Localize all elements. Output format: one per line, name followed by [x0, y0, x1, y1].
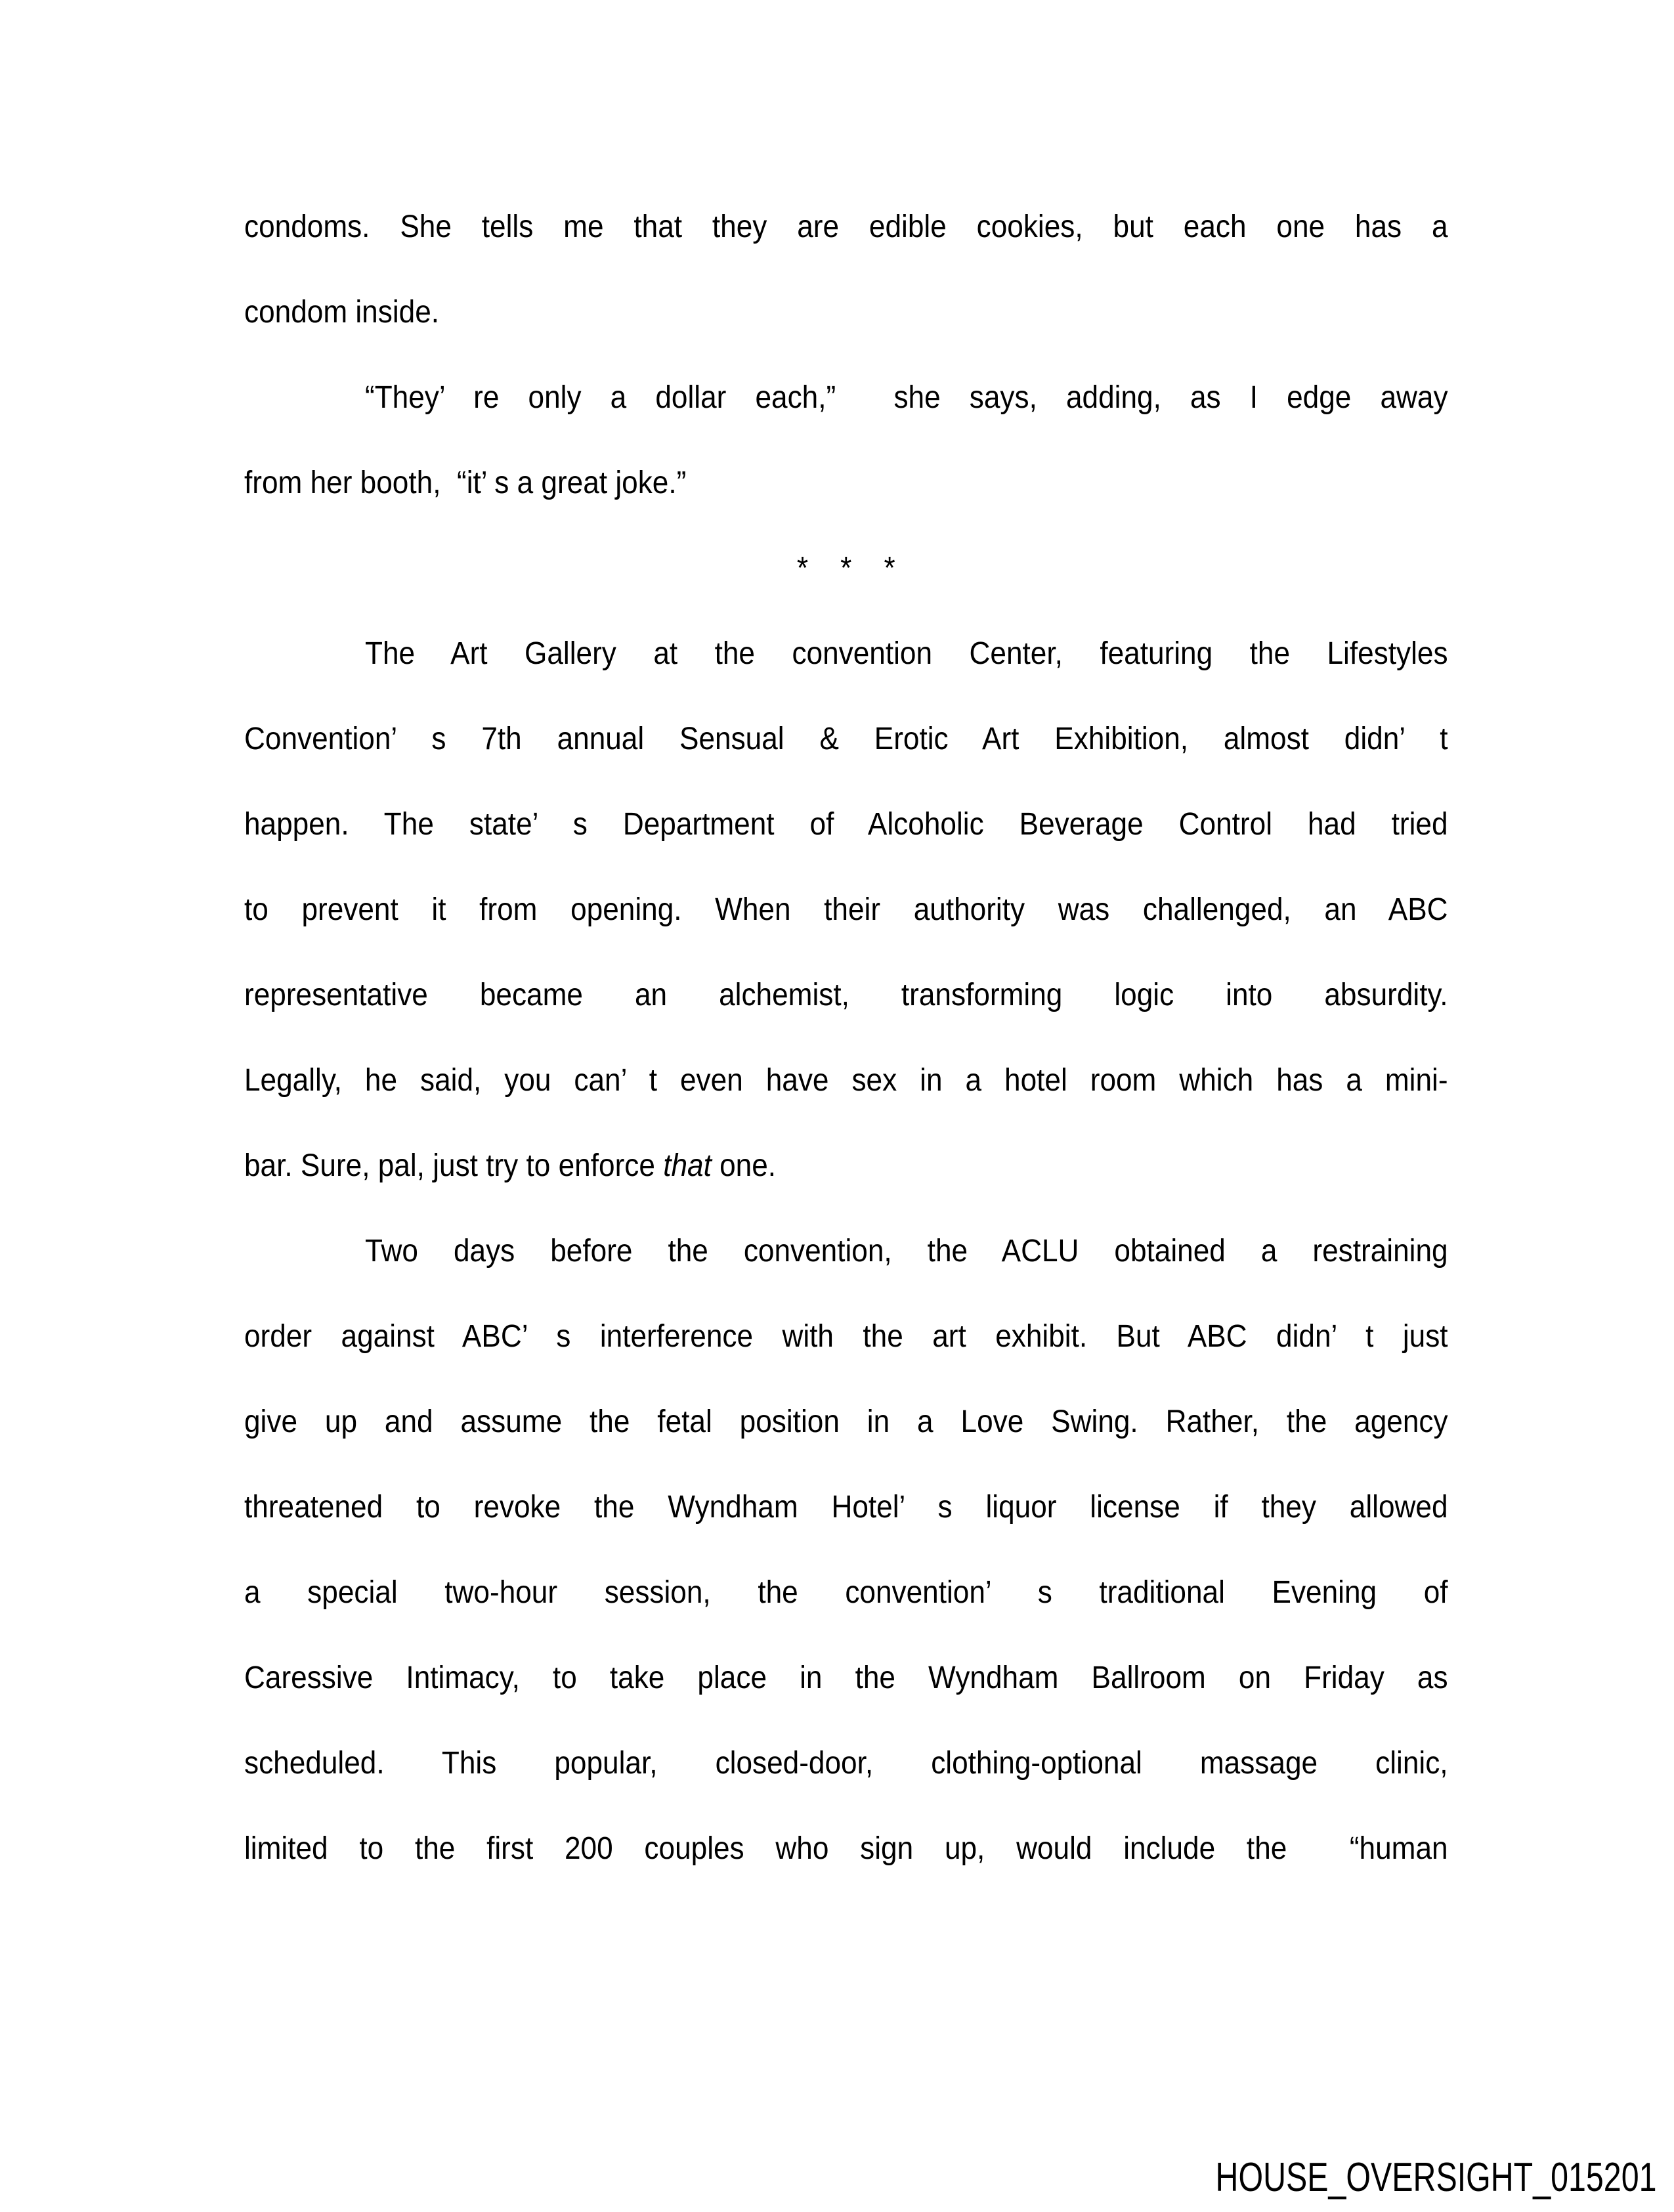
text-block: [244, 184, 1448, 1892]
text-run: happen. The state’ s Department of Alcoholic Beverage Control had tried: [244, 807, 1448, 842]
text-run: a special two-hour session, the convention’ s traditional Evening of: [244, 1575, 1448, 1610]
text-line: [244, 1209, 1448, 1294]
italic-text-run: that: [663, 1148, 712, 1183]
text-run: Legally, he said, you can’ t even have sex in a hotel room which has a mini-: [244, 1063, 1448, 1098]
text-line: [244, 953, 1448, 1038]
text-run: condoms. She tells me that they are edible cookies, but each one has a: [244, 209, 1448, 244]
text-run: * * *: [796, 551, 895, 586]
text-run: “They’ re only a dollar each,” she says, adding, as I edge away: [365, 380, 1448, 415]
text-run: Convention’ s 7th annual Sensual & Erotic Art Exhibition, almost didn’ t: [244, 722, 1448, 756]
text-line: [244, 697, 1448, 782]
text-run: from her booth, “it’ s a great joke.”: [244, 466, 687, 500]
text-run: The Art Gallery at the convention Center, featuring the Lifestyles: [365, 636, 1448, 671]
text-line: [244, 1806, 1448, 1892]
text-line: [244, 611, 1448, 697]
text-line: [244, 441, 1448, 526]
text-line: [244, 1038, 1448, 1123]
text-run: condom inside.: [244, 295, 440, 330]
text-run: Two days before the convention, the ACLU obtained a restraining: [365, 1234, 1448, 1269]
text-line: [244, 1379, 1448, 1465]
text-line: [244, 1123, 1448, 1209]
text-run: order against ABC’ s interference with the art exhibit. But ABC didn’ t just: [244, 1319, 1448, 1354]
text-line: [244, 867, 1448, 953]
text-run: one.: [711, 1148, 777, 1183]
text-run: limited to the first 200 couples who sign up, would include the “human: [244, 1831, 1448, 1866]
text-line: [244, 782, 1448, 867]
text-run: scheduled. This popular, closed-door, clothing-optional massage clinic,: [244, 1746, 1448, 1781]
text-line: [244, 1465, 1448, 1550]
text-line: [244, 355, 1448, 441]
text-line: [244, 1721, 1448, 1806]
text-line: [244, 1294, 1448, 1379]
bates-number: HOUSE_OVERSIGHT_015201: [1215, 2155, 1656, 2200]
text-run: representative became an alchemist, transforming logic into absurdity.: [244, 978, 1448, 1012]
text-run: bar. Sure, pal, just try to enforce: [244, 1148, 664, 1183]
text-line: [244, 1636, 1448, 1721]
text-run: give up and assume the fetal position in a Love Swing. Rather, the agency: [244, 1404, 1448, 1439]
text-run: to prevent it from opening. When their authority was challenged, an ABC: [244, 892, 1448, 927]
text-line: [244, 270, 1448, 355]
section-separator: [244, 526, 1448, 611]
text-run: Caressive Intimacy, to take place in the Wyndham Ballroom on Friday as: [244, 1660, 1448, 1695]
text-line: [244, 1550, 1448, 1636]
text-run: threatened to revoke the Wyndham Hotel’ s liquor license if they allowed: [244, 1490, 1448, 1525]
text-line: [244, 184, 1448, 270]
